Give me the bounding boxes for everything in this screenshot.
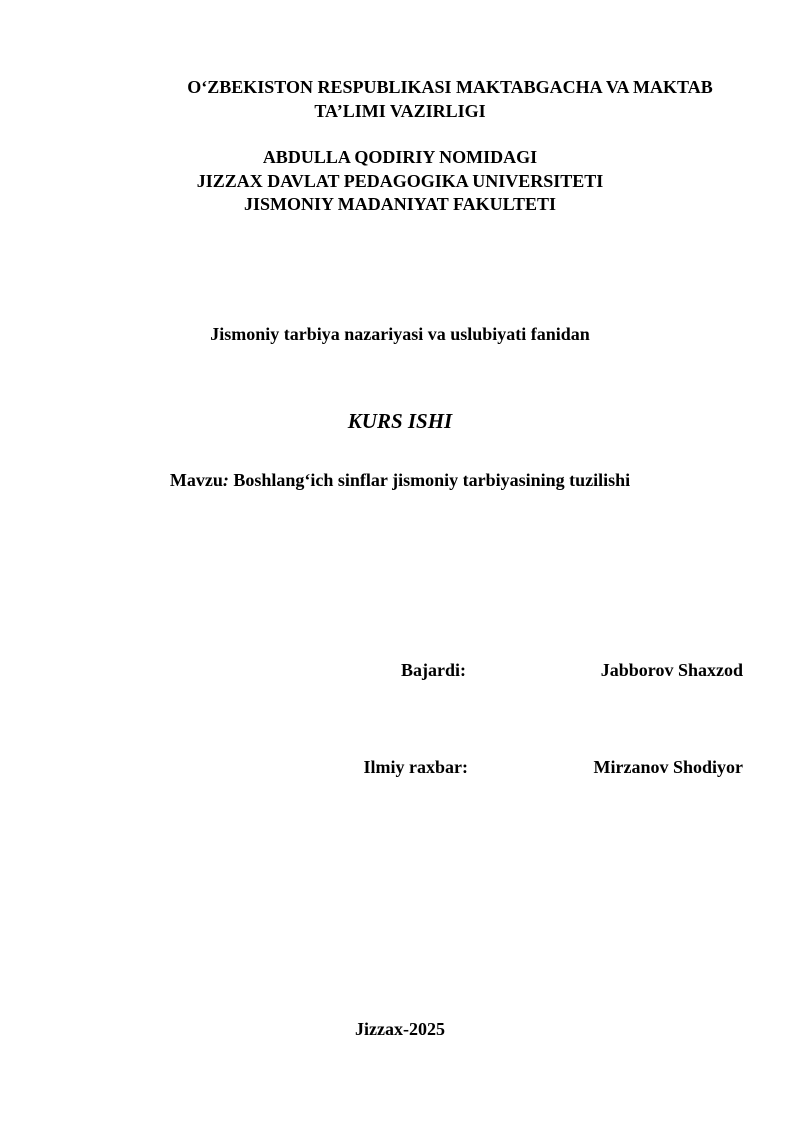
university-name-line2: JIZZAX DAVLAT PEDAGOGIKA UNIVERSITETI [196, 171, 604, 191]
author-name: Jabborov Shaxzod [600, 660, 743, 680]
author-label: Bajardi: [401, 660, 466, 680]
supervisor-label: Ilmiy raxbar: [363, 757, 468, 777]
subject-title: Jismoniy tarbiya nazariyasi va uslubiyati fanidan [210, 324, 590, 344]
topic-separator: : [222, 470, 229, 490]
place-year: Jizzax-2025 [355, 1019, 445, 1039]
work-type-title: KURS ISHI [347, 409, 453, 433]
topic-value: Boshlang‘ich sinflar jismoniy tarbiyasining tuzilishi [228, 470, 631, 490]
university-name-line1: ABDULLA QODIRIY NOMIDAGI [262, 147, 538, 167]
ministry-title-line2: TA’LIMI VAZIRLIGI [314, 101, 486, 121]
supervisor-name: Mirzanov Shodiyor [593, 757, 743, 777]
topic-label: Mavzu [169, 470, 223, 490]
topic-line [0, 469, 800, 491]
faculty-name: JISMONIY MADANIYAT FAKULTETI [243, 194, 557, 214]
ministry-title-line1: O‘ZBEKISTON RESPUBLIKASI MAKTABGACHA VA MAKTAB [187, 77, 713, 97]
